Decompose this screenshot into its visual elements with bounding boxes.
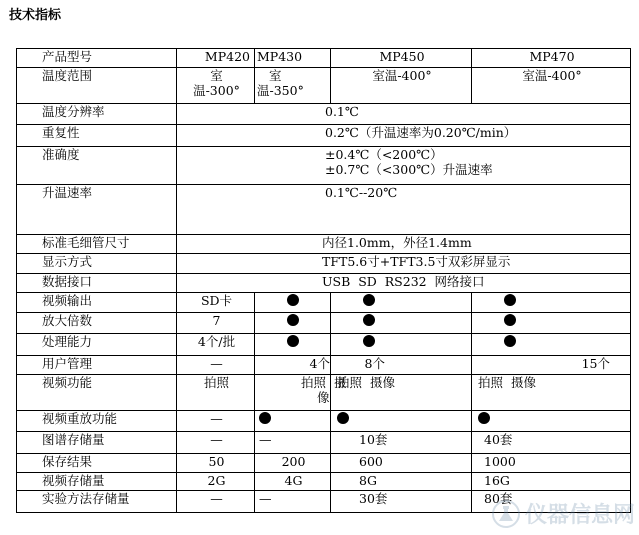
temp-range-mp420-line2: 温-300° [193,82,240,98]
supported-dot-icon [363,335,375,347]
table-row-video-storage [17,472,631,491]
temp-range-mp430-line1: 室 [269,67,282,83]
magnification-mp450 [331,312,472,334]
row-label-results: 保存结果 [17,454,177,473]
supported-dot-icon [363,314,375,326]
capillary-value: 内径1.0mm，外径1.4mm [177,234,631,254]
model-mp420: MP420 [177,49,255,68]
spectrum-mp450: 10套 [331,432,472,454]
video-output-mp450 [331,293,472,313]
temp-range-mp430-line2: 温-350° [257,82,304,98]
table-row-capacity [17,334,631,356]
video-storage-mp430: 4G [255,472,331,491]
row-label-accuracy: 准确度 [17,146,177,184]
table-row-capillary [17,234,631,254]
video-output-mp470 [472,293,631,313]
row-label-methods: 实验方法存储量 [17,491,177,513]
temp-range-mp420 [177,67,255,103]
video-func-mp420: 拍照 [177,374,255,410]
table-row-repeatability [17,125,631,147]
temp-range-mp430 [255,67,331,103]
temp-range-mp470: 室温-400° [472,67,631,103]
table-row-temp-range [17,67,631,103]
capacity-mp430 [255,334,331,356]
methods-mp430: — [255,491,331,513]
repeatability-value: 0.2℃（升温速率为0.20℃/min） [177,125,631,147]
row-label-magnification: 放大倍数 [17,312,177,334]
spectrum-mp470: 40套 [472,432,631,454]
table-row-playback [17,410,631,432]
row-label-user-mgmt: 用户管理 [17,356,177,375]
video-func-mp470: 拍照 摄像 [472,374,631,410]
accuracy-line2: ±0.7℃（<300℃）升温速率 [325,161,493,177]
table-row-video-output [17,293,631,313]
watermark [491,498,635,529]
row-label-capacity: 处理能力 [17,334,177,356]
supported-dot-icon [504,314,516,326]
row-label-temp-resolution: 温度分辨率 [17,103,177,125]
playback-mp420: — [177,410,255,432]
supported-dot-icon [287,294,299,306]
video-storage-mp470: 16G [472,472,631,491]
video-storage-mp450: 8G [331,472,472,491]
video-func-mp450: 拍照 摄像 [331,374,472,410]
temp-range-mp420-line1: 室 [210,67,223,83]
heating-rate-value: 0.1℃--20℃ [177,185,631,234]
row-label-repeatability: 重复性 [17,125,177,147]
supported-dot-icon [504,294,516,306]
row-label-model: 产品型号 [17,49,177,68]
accuracy-value [177,146,631,184]
video-output-mp420: SD卡 [177,293,255,313]
video-func-mp430 [255,374,347,410]
display-value: TFT5.6寸+TFT3.5寸双彩屏显示 [177,254,631,274]
capacity-mp470 [472,334,631,356]
results-mp430: 200 [255,454,331,473]
table-row-model [17,49,631,68]
spectrum-mp430: — [255,432,331,454]
temp-resolution-value: 0.1℃ [177,103,631,125]
supported-dot-icon [287,314,299,326]
spectrum-mp420: — [177,432,255,454]
playback-mp450 [331,410,472,432]
supported-dot-icon [363,294,375,306]
video-output-mp430 [255,293,331,313]
video-func-mp430-line1: 拍照 摄 [301,374,347,390]
table-row-display [17,254,631,274]
table-row-heating-rate [17,185,631,234]
row-label-capillary: 标准毛细管尺寸 [17,234,177,254]
spec-table [16,48,631,513]
model-mp470: MP470 [472,49,631,68]
section-title: 技术指标 [9,8,62,23]
magnification-mp420: 7 [177,312,255,334]
user-mgmt-mp470: 15个 [472,356,631,375]
table-row-accuracy [17,146,631,184]
results-mp450: 600 [331,454,472,473]
methods-mp450: 30套 [331,491,472,513]
watermark-text: 仪器信息网 [524,503,635,528]
supported-dot-icon [478,412,490,424]
playback-mp430 [255,410,331,432]
table-row-temp-resolution [17,103,631,125]
supported-dot-icon [259,412,271,424]
video-storage-mp420: 2G [177,472,255,491]
table-row-interface [17,273,631,293]
flask-logo-icon [491,499,521,529]
capacity-mp450 [331,334,472,356]
supported-dot-icon [287,335,299,347]
interface-value: USB SD RS232 网络接口 [177,273,631,293]
row-label-playback: 视频重放功能 [17,410,177,432]
row-label-video-storage: 视频存储量 [17,472,177,491]
user-mgmt-mp450: 8个 [331,356,472,375]
model-mp430: MP430 [255,49,331,68]
row-label-heating-rate: 升温速率 [17,185,177,234]
table-row-spectrum [17,432,631,454]
table-row-user-mgmt [17,356,631,375]
table-row-magnification [17,312,631,334]
row-label-spectrum: 图谱存储量 [17,432,177,454]
table-row-results [17,454,631,473]
model-mp450: MP450 [331,49,472,68]
capacity-mp420: 4个/批 [177,334,255,356]
accuracy-line1: ±0.4℃（<200℃） [325,146,443,162]
temp-range-mp450: 室温-400° [331,67,472,103]
supported-dot-icon [337,412,349,424]
magnification-mp430 [255,312,331,334]
magnification-mp470 [472,312,631,334]
table-row-video-func [17,374,631,410]
row-label-temp-range: 温度范围 [17,67,177,103]
row-label-video-func: 视频功能 [17,374,177,410]
results-mp470: 1000 [472,454,631,473]
video-func-mp430-line2: 像 [317,389,330,405]
row-label-display: 显示方式 [17,254,177,274]
playback-mp470 [472,410,631,432]
user-mgmt-mp430: 4个 [255,356,331,375]
supported-dot-icon [504,335,516,347]
methods-mp470: 80套 [472,491,631,513]
results-mp420: 50 [177,454,255,473]
row-label-video-output: 视频输出 [17,293,177,313]
row-label-interface: 数据接口 [17,273,177,293]
methods-mp420: — [177,491,255,513]
user-mgmt-mp420: — [177,356,255,375]
